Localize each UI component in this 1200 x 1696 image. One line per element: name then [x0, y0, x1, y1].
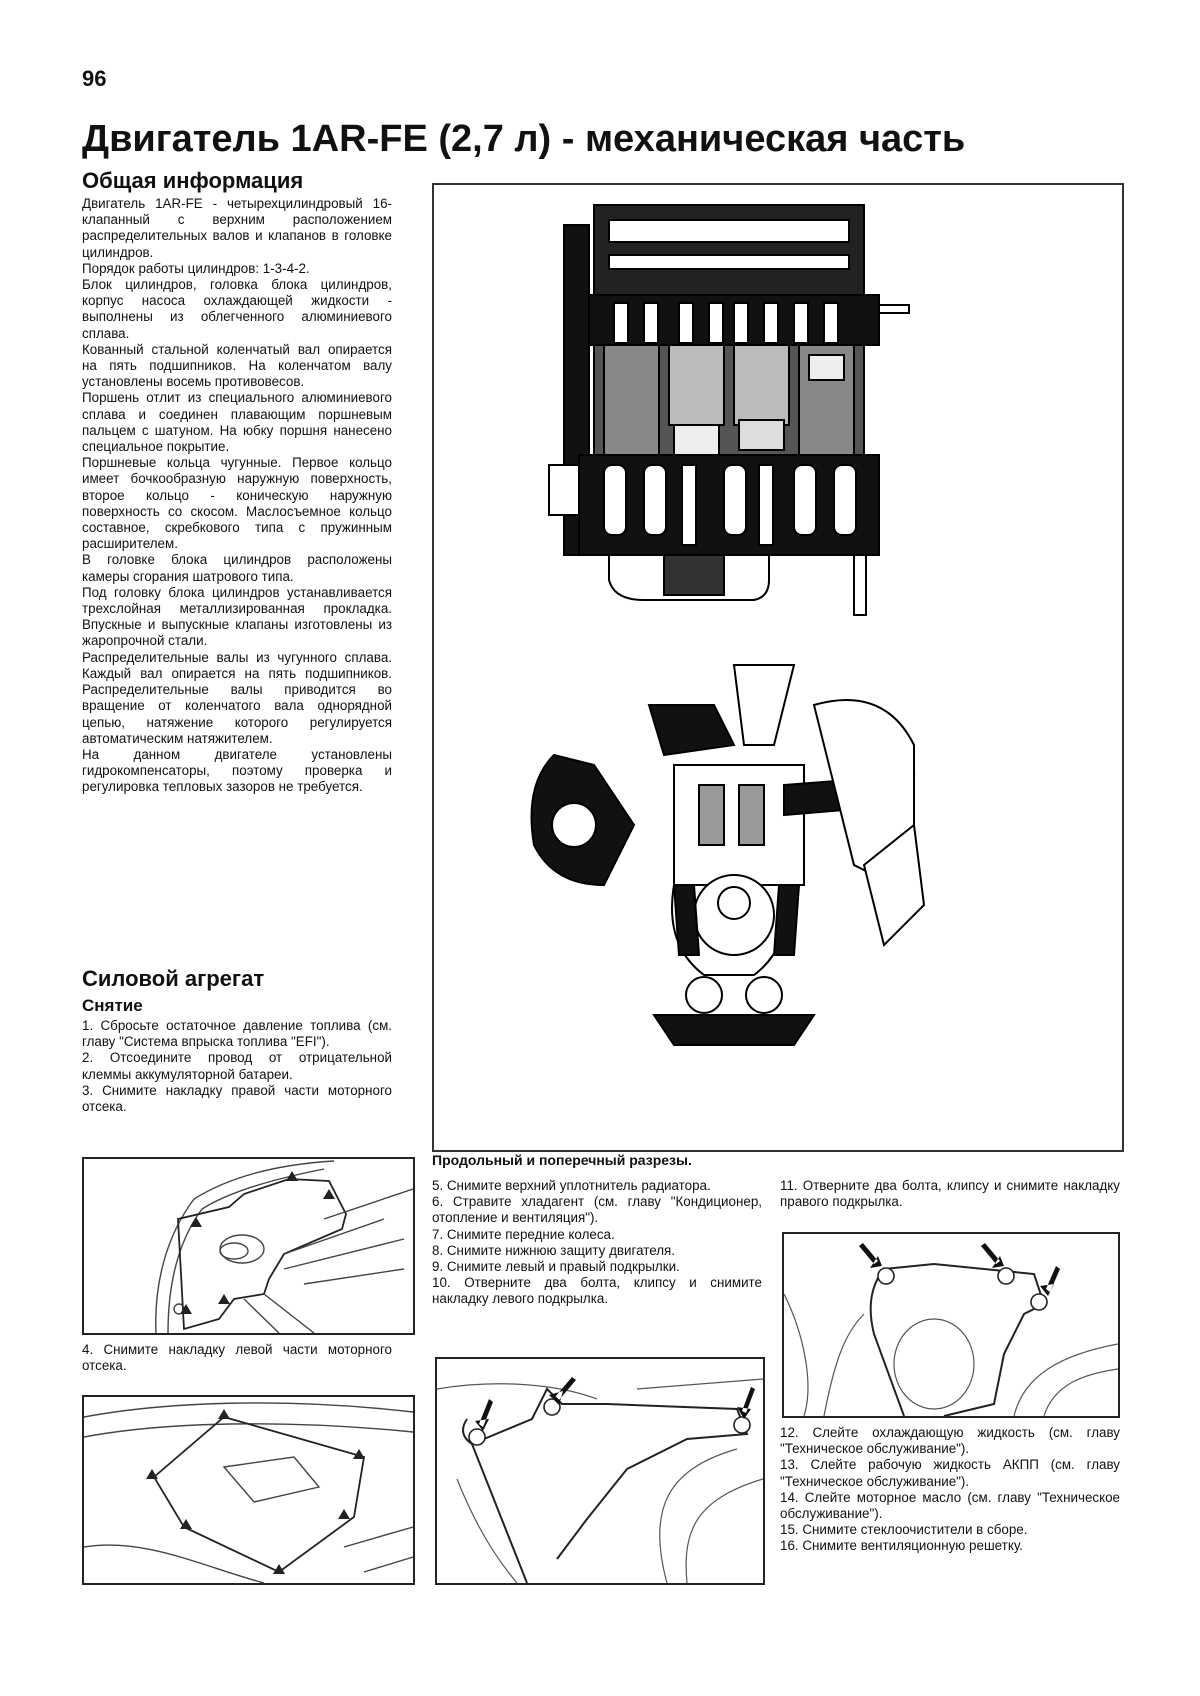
- step: 6. Стравите хладагент (см. главу "Кондиционер, отопление и вентиляция").: [432, 1194, 762, 1226]
- paragraph: Блок цилиндров, головка блока цилиндров, корпус насоса охлаждающей жидкости - выполнены из облегченного алюминиевого сплава.: [82, 277, 392, 341]
- paragraph: Под головку блока цилиндров устанавливается трехслойная металлизированная прокладка. Впускные и выпускные клапаны изготовлены из жаропрочной стали.: [82, 584, 392, 649]
- paragraph: Порядок работы цилиндров: 1-3-4-2.: [82, 260, 310, 276]
- right-fender-cover-illustration: [784, 1234, 1118, 1416]
- paragraph: Распределительные валы из чугунного сплава. Каждый вал опирается на пять подшипников. Распределительные валы приводится во вращение от коленчатого вала однорядной цепью, натяжение которого регулируется автоматическим натяжителем.: [82, 649, 392, 746]
- paragraph: Двигатель 1AR-FE - четырехцилиндровый 16-клапанный с верхним расположением распределительных валов и клапанов в головке цилиндров.: [82, 196, 392, 260]
- paragraph: Кованный стальной коленчатый вал опирается на пять подшипников. На коленчатом валу установлены восемь противовесов.: [82, 341, 392, 390]
- step: 3. Снимите накладку правой части моторного отсека.: [82, 1082, 392, 1115]
- step: 12. Слейте охлаждающую жидкость (см. главу "Техническое обслуживание").: [780, 1425, 1120, 1457]
- step: 7. Снимите передние колеса.: [432, 1226, 615, 1242]
- step: 10. Отверните два болта, клипсу и снимите накладку левого подкрылка.: [432, 1275, 762, 1307]
- removal-subheading: Снятие: [82, 996, 143, 1015]
- paragraph: На данном двигателе установлены гидрокомпенсаторы, поэтому проверка и регулировка тепловых зазоров не требуется.: [82, 746, 392, 795]
- right-cover-illustration: [84, 1159, 413, 1333]
- left-fender-cover-illustration: [437, 1359, 763, 1583]
- step: 2. Отсоедините провод от отрицательной клеммы аккумуляторной батареи.: [82, 1050, 392, 1082]
- step-11-text: 11. Отверните два болта, клипсу и снимите накладку правого подкрылка.: [780, 1178, 1120, 1210]
- cross-section: [532, 665, 925, 1045]
- paragraph: Поршень отлит из специального алюминиевого сплава и соединен плавающим поршневым пальцем с шатуном. На юбку поршня нанесено специальное покрытие.: [82, 390, 392, 455]
- page-number: 96: [82, 66, 107, 91]
- step: 16. Снимите вентиляционную решетку.: [780, 1538, 1023, 1554]
- power-unit-heading: Силовой агрегат: [82, 966, 265, 991]
- longitudinal-section: [549, 205, 909, 615]
- removal-steps-5-10: [432, 1178, 762, 1308]
- figure-right-fender-cover: [782, 1232, 1120, 1418]
- step-4-text: 4. Снимите накладку левой части моторного отсека.: [82, 1342, 392, 1374]
- step: 9. Снимите левый и правый подкрылки.: [432, 1259, 680, 1275]
- step: 14. Слейте моторное масло (см. главу "Техническое обслуживание").: [780, 1489, 1120, 1522]
- left-cover-illustration: [84, 1397, 413, 1583]
- general-info-heading: Общая информация: [82, 168, 304, 193]
- page-title: Двигатель 1AR-FE (2,7 л) - механическая часть: [82, 118, 966, 160]
- figure-engine-sections: [432, 183, 1124, 1152]
- figure-left-cover: [82, 1395, 415, 1585]
- paragraph: В головке блока цилиндров расположены камеры сгорания шатрового типа.: [82, 552, 392, 584]
- removal-steps-1-3: [82, 1018, 392, 1115]
- step: 13. Слейте рабочую жидкость АКПП (см. главу "Техническое обслуживание").: [780, 1457, 1120, 1489]
- step: 1. Сбросьте остаточное давление топлива (см. главу "Система впрыска топлива "EFI").: [82, 1018, 392, 1050]
- figure-right-cover: [82, 1157, 415, 1335]
- engine-sections-illustration: [434, 185, 1118, 1146]
- step: 15. Снимите стеклоочистители в сборе.: [780, 1522, 1028, 1538]
- paragraph: Поршневые кольца чугунные. Первое кольцо имеет бочкообразную наружную поверхность, второе кольцо - коническую наружную поверхность со скосом. Маслосъемное кольцо составное, скребкового типа с пружинным расширителем.: [82, 455, 392, 552]
- removal-steps-12-16: [780, 1425, 1120, 1555]
- general-info-text: [82, 196, 392, 796]
- step: 5. Снимите верхний уплотнитель радиатора.: [432, 1178, 711, 1193]
- step: 8. Снимите нижнюю защиту двигателя.: [432, 1242, 676, 1258]
- figure-left-fender-cover: [435, 1357, 765, 1585]
- engine-sections-caption: Продольный и поперечный разрезы.: [432, 1152, 692, 1168]
